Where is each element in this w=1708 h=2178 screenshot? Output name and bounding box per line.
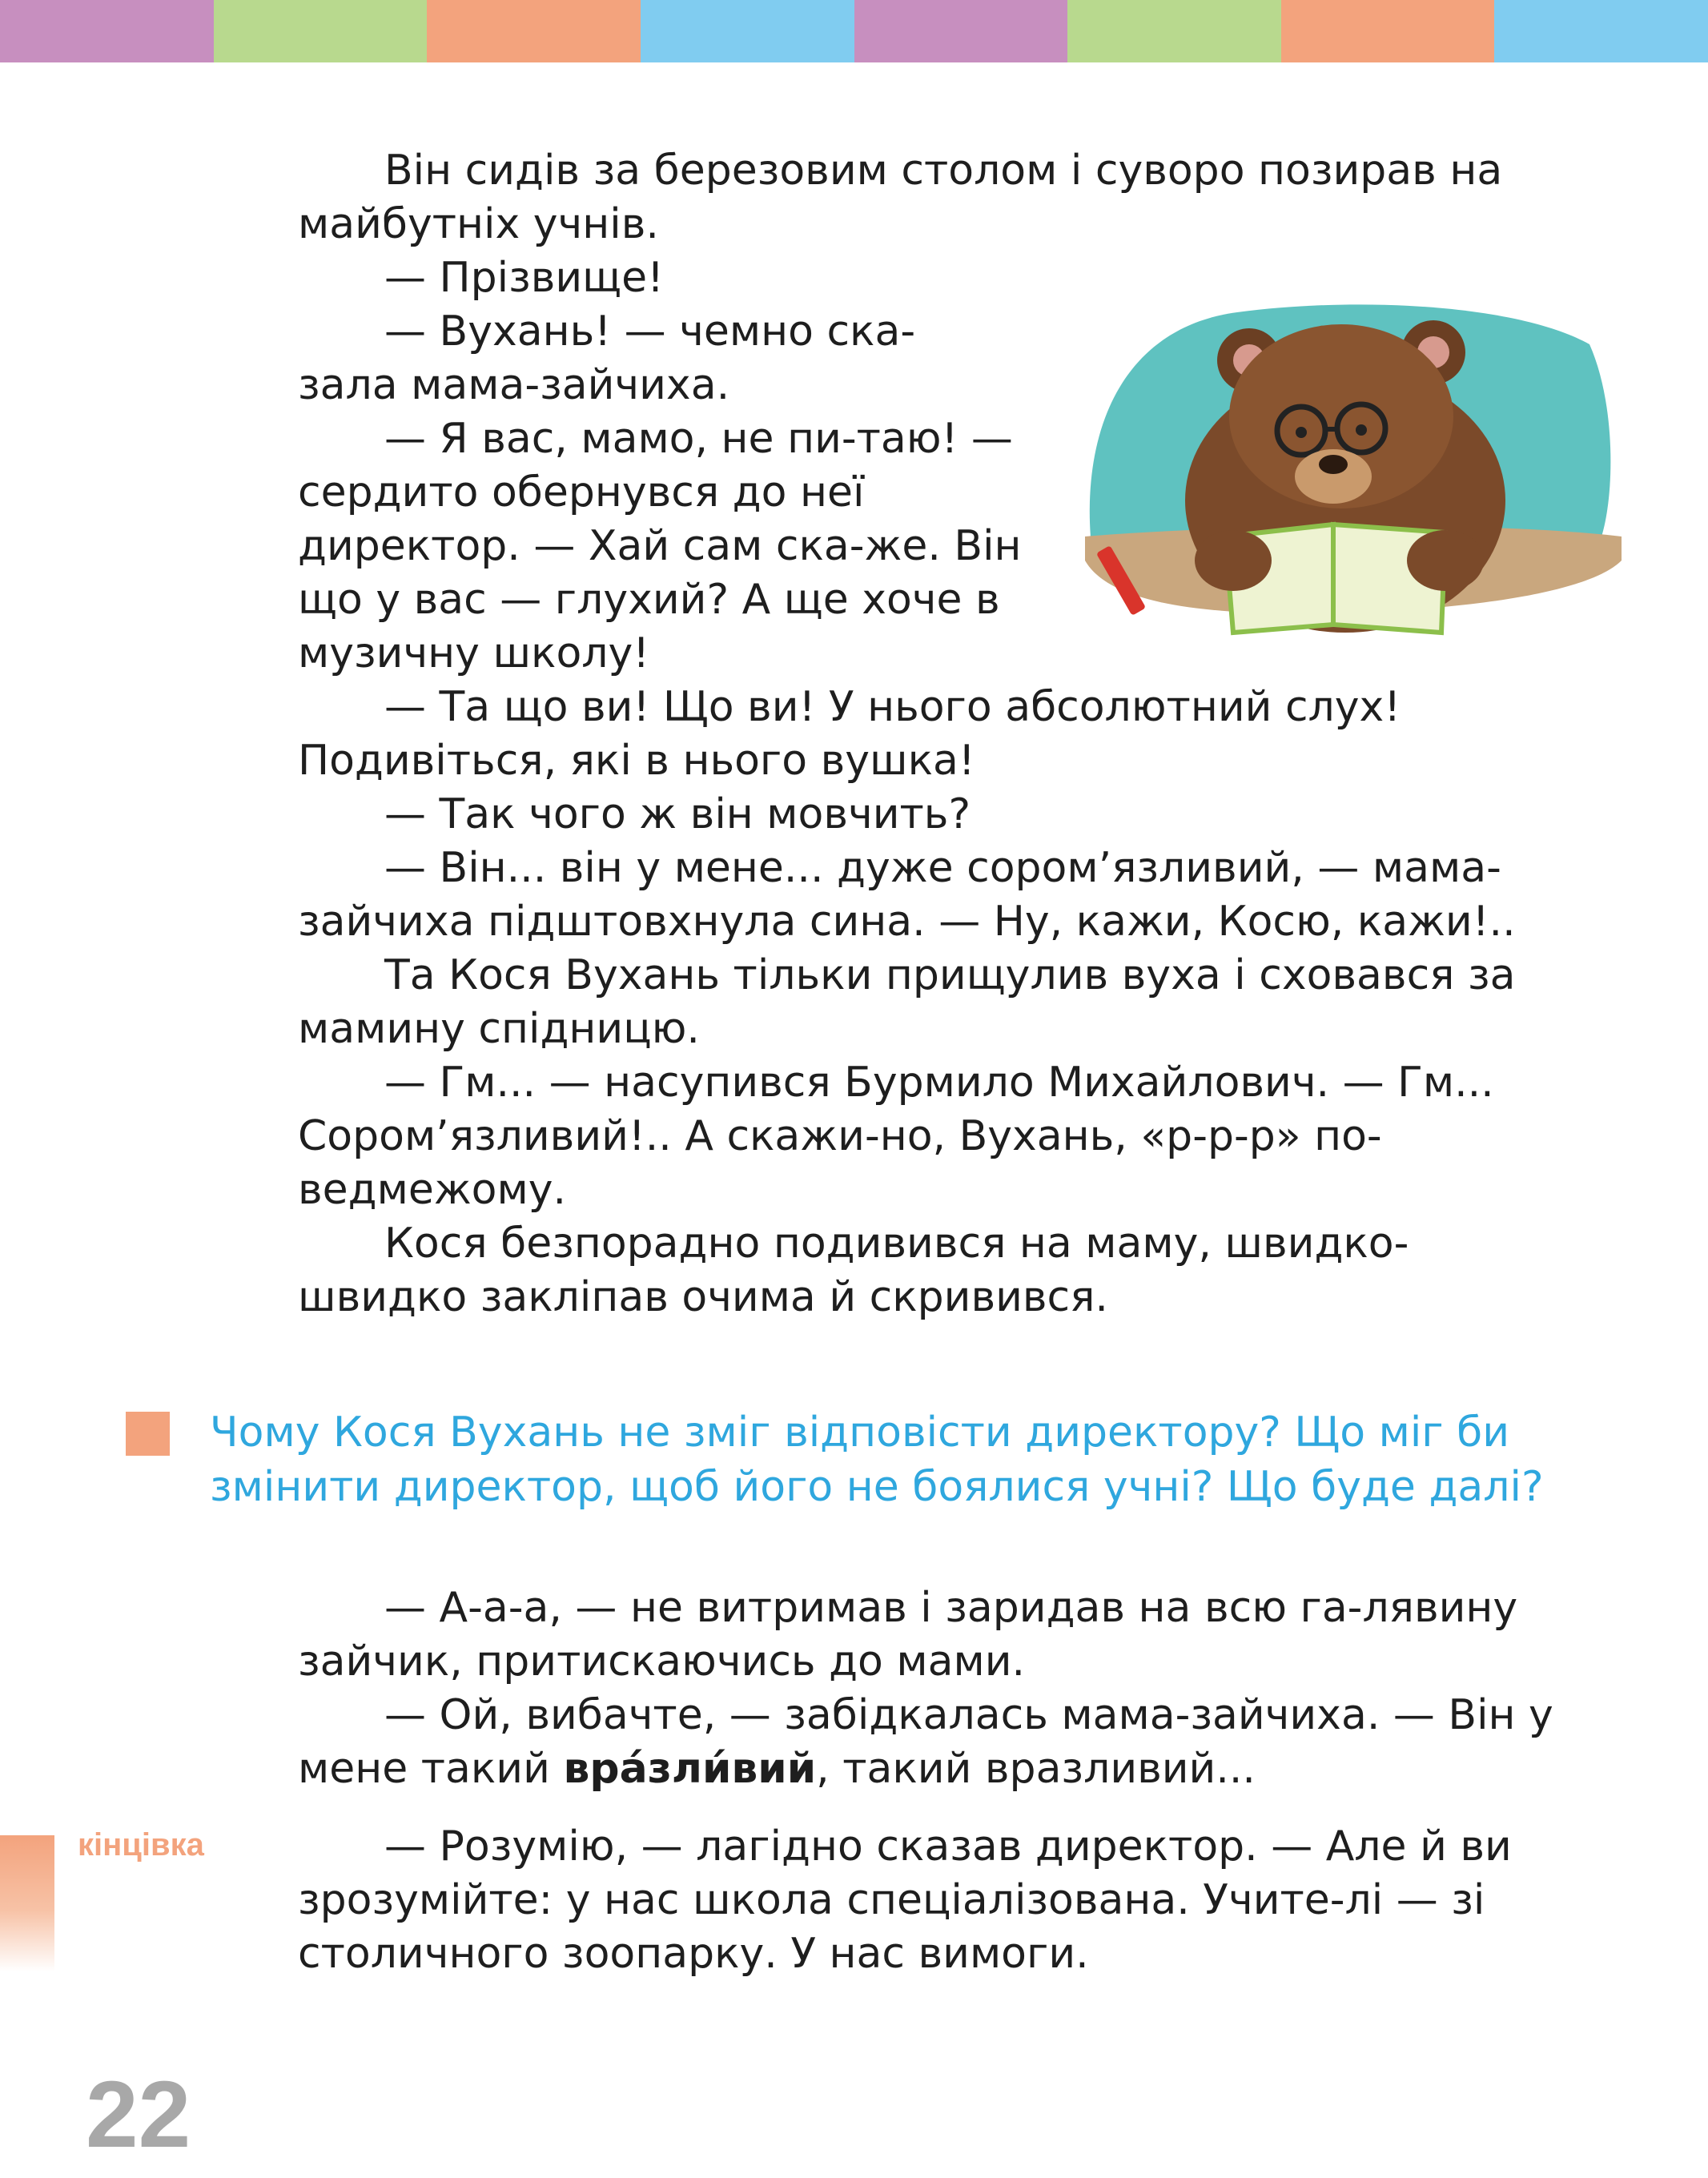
section-label: кінцівка	[78, 1827, 204, 1863]
paragraph: — Та що ви! Що ви! У нього абсолютний слух! Подивіться, які в нього вушка!	[298, 683, 1401, 785]
color-segment	[1067, 0, 1281, 62]
text-span: — Ой, вибачте, — забідкалась мама-зайчиха. — Він у мене такий	[298, 1691, 1553, 1793]
color-segment	[1281, 0, 1495, 62]
paragraph: Та Кося Вухань тільки прищулив вуха і сховався за мамину спідницю.	[298, 951, 1516, 1053]
paragraph: Кося безпорадно подивився на маму, швидко-швидко закліпав очима й скривився.	[298, 1220, 1409, 1321]
color-segment	[641, 0, 854, 62]
question-text: Чому Кося Вухань не зміг відповісти директору? Що міг би змінити директор, щоб його не боялися учні? Що буде далі?	[210, 1408, 1544, 1511]
question-marker	[126, 1412, 170, 1456]
paragraph: — Гм... — насупився Бурмило Михайлович. — Гм... Сором’язливий!.. А скажи-но, Вухань, «р-р-р» по-ведмежому.	[298, 1059, 1494, 1214]
paragraph: — Так чого ж він мовчить?	[384, 790, 971, 838]
color-segment	[214, 0, 428, 62]
bold-word: вра́зли́вий	[563, 1745, 817, 1793]
color-segment	[427, 0, 641, 62]
story-text-block	[298, 1820, 1573, 1981]
story-text-block	[298, 144, 1573, 1324]
top-color-bar	[0, 0, 1708, 62]
paragraph: — А-а-а, — не витримав і заридав на всю га-лявину зайчик, притискаючись до мами.	[298, 1584, 1518, 1686]
paragraph: — Вухань! — чемно ска-зала мама-зайчиха.	[298, 307, 916, 409]
page-number: 22	[86, 2062, 191, 2168]
paragraph: Він сидів за березовим столом і суворо позирав на майбутніх учнів.	[298, 147, 1503, 248]
color-segment	[0, 0, 214, 62]
text-span: , такий вразливий...	[816, 1745, 1256, 1793]
side-accent-bar	[0, 1835, 54, 1971]
paragraph: — Я вас, мамо, не пи-таю! — сердито обернувся до неї директор. — Хай сам ска-же. Він що у вас — глухий? А ще хоче в музичну школу!	[298, 415, 1022, 677]
color-segment	[1494, 0, 1708, 62]
color-segment	[854, 0, 1068, 62]
paragraph: — Розумію, — лагідно сказав директор. — Але й ви зрозумійте: у нас школа спеціалізована. Учите-лі — зі столичного зоопарку. У нас вимоги.	[298, 1822, 1512, 1978]
story-text-block	[298, 1581, 1573, 1796]
paragraph	[298, 1689, 1573, 1796]
paragraph: — Прізвище!	[384, 254, 664, 302]
paragraph: — Він... він у мене... дуже сором’язливий, — мама-зайчиха підштовхнула сина. — Ну, кажи, Косю, кажи!..	[298, 844, 1516, 946]
